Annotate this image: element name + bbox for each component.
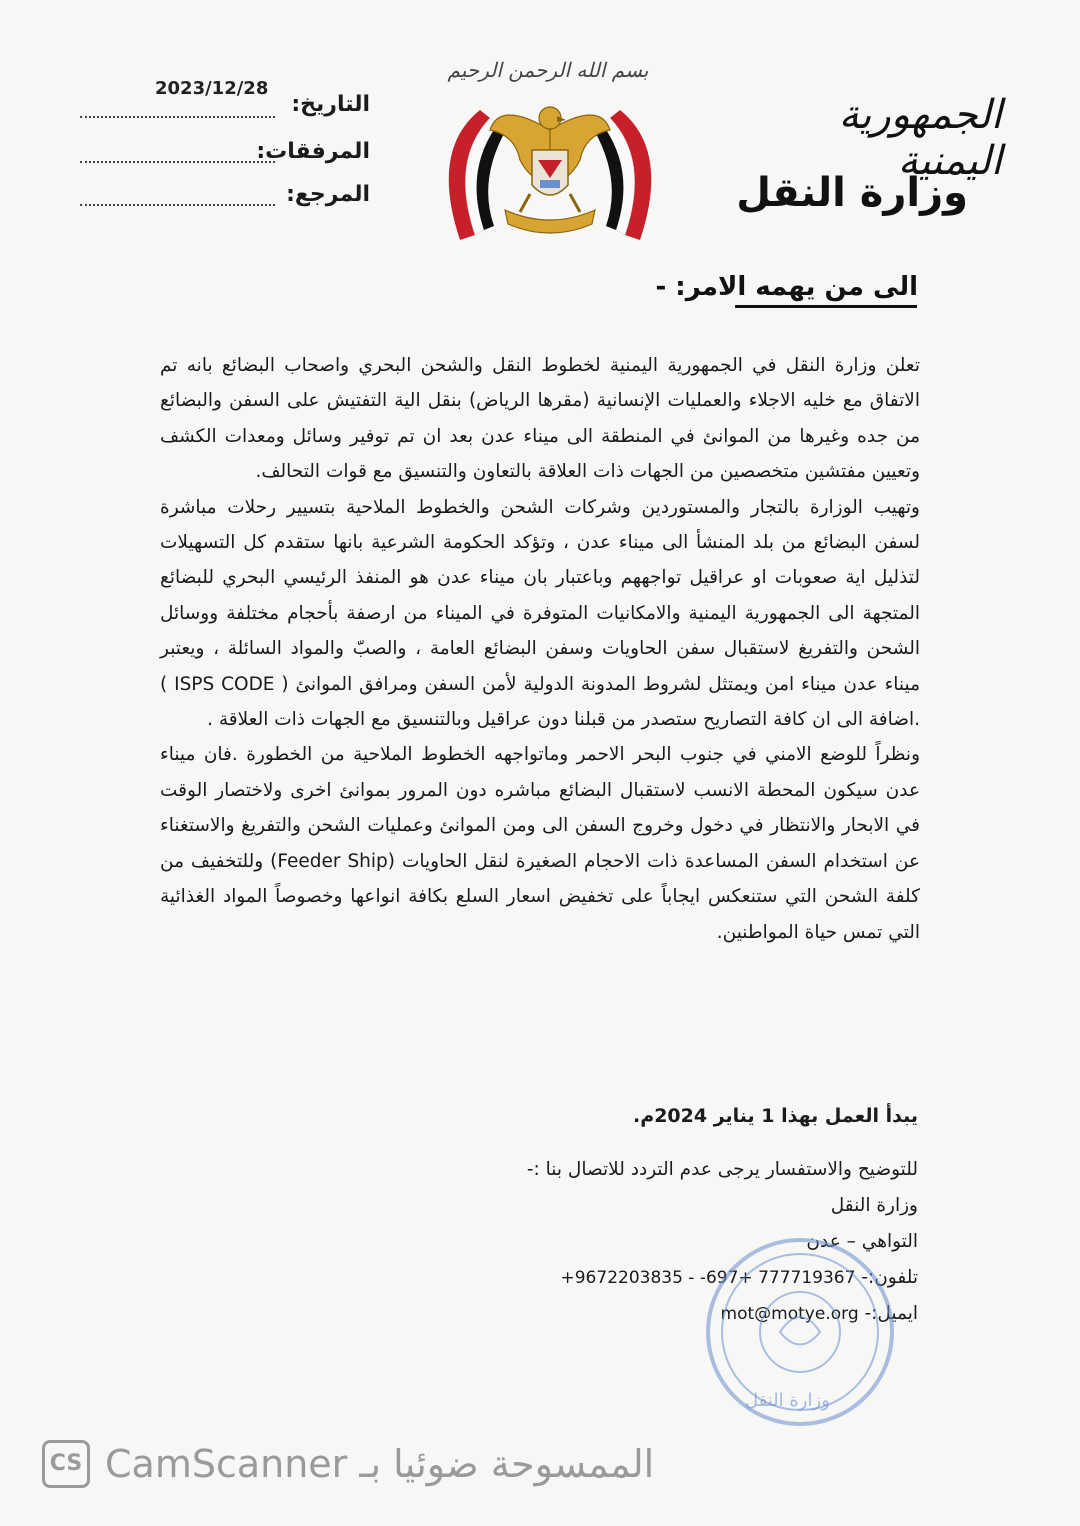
email-value: mot@motye.org	[720, 1304, 859, 1324]
phone-value: +9672203835 - -697+ 777719367	[560, 1268, 856, 1288]
phone-label: تلفون:-	[861, 1267, 918, 1288]
email-label: ايميل:-	[864, 1303, 918, 1324]
reference-dotted-line	[80, 204, 275, 206]
attachments-label: المرفقات:	[256, 139, 370, 164]
reference-row	[80, 182, 370, 212]
yemen-emblem-icon	[420, 90, 680, 270]
basmala: بسم الله الرحمن الرحيم	[447, 58, 649, 82]
camscanner-watermark: CamScanner الممسوحة ضوئيا بـ	[105, 1442, 655, 1486]
date-row	[80, 92, 370, 122]
contact-location: التواهي – عدن	[806, 1231, 918, 1252]
paragraph-2: وتهيب الوزارة بالتجار والمستوردين وشركات الشحن والخطوط الملاحية بتسيير رحلات مباشرة لسفن البضائع من بلد المنشأ الى ميناء عدن ، وتؤكد الحكومة الشرعية بانها ستقدم كل التسهيلات لتذليل اية صعوبات او عراقيل تواجههم وباعتبار بان ميناء عدن هو المنفذ الرئيسي البحري للبضائع المتجهة الى الجمهورية اليمنية والامكانيات المتوفرة في الميناء من ارصفة بأحجام مختلفة ووسائل الشحن والتفريغ لاستقبال سفن الحاويات وسفن البضائع العامة ، والصبّ والمواد السائلة ، ويعتبر ميناء عدن ميناء امن ويمتثل لشروط المدونة الدولية لأمن السفن ومرافق الموانئ ( ISPS CODE ) .اضافة الى ان كافة التصاريح ستصدر من قبلنا دون عراقيل وبالتنسيق مع الجهات ذات العلاقة .	[160, 496, 920, 731]
paragraph-3: ونظراً للوضع الامني في جنوب البحر الاحمر وماتواجهه الخطوط الملاحية من الخطورة .فان ميناء عدن سيكون المحطة الانسب لاستقبال البضائع مباشره دون المرور بموانئ اخرى ولاختصار الوقت في الابحار والانتظار في دخول وخروج السفن الى ومن الموانئ وعمليات الشحن والتفريغ والاستغناء عن استخدام السفن المساعدة ذات الاحجام الصغيرة لنقل الحاويات (Feeder Ship) وللتخفيف من كلفة الشحن التي ستنعكس ايجاباً على تخفيض اسعار السلع بكافة انواعها وخصوصاً المواد الغذائية التي تمس حياة المواطنين.	[160, 744, 920, 943]
date-label: التاريخ:	[291, 92, 370, 117]
reference-label: المرجع:	[286, 182, 370, 207]
effective-date-line: يبدأ العمل بهذا 1 يناير 2024م.	[633, 1105, 918, 1127]
date-value: 2023/12/28	[155, 78, 269, 99]
ministry-name: وزارة النقل	[736, 170, 968, 216]
camscanner-logo-icon: CS	[42, 1440, 90, 1488]
attachments-row	[80, 139, 370, 169]
subject-line: الى من يهمه الامر: -	[655, 272, 918, 302]
attachments-dotted-line	[80, 161, 275, 163]
republic-name: الجمهورية اليمنية	[838, 92, 1002, 184]
paragraph-1: تعلن وزارة النقل في الجمهورية اليمنية لخطوط النقل والشحن البحري واصحاب البضائع بانه تم الاتفاق مع خليه الاجلاء والعمليات الإنسانية (مقرها الرياض) بنقل الية التفتيش على السفن والبضائع من جده وغيرها من الموانئ في المنطقة الى ميناء عدن بعد ان تم توفير وسائل ومعدات الكشف وتعيين مفتشين متخصصين من الجهات ذات العلاقة بالتعاون والتنسيق مع قوات التحالف.	[160, 355, 920, 483]
contact-org: وزارة النقل	[830, 1195, 918, 1216]
subject-underline	[735, 305, 917, 308]
stamp-text: وزارة النقل	[745, 1390, 830, 1411]
contact-intro: للتوضيح والاستفسار يرجى عدم التردد للاتصال بنا :-	[526, 1159, 918, 1180]
letter-body	[160, 348, 920, 950]
date-dotted-line	[80, 116, 275, 118]
